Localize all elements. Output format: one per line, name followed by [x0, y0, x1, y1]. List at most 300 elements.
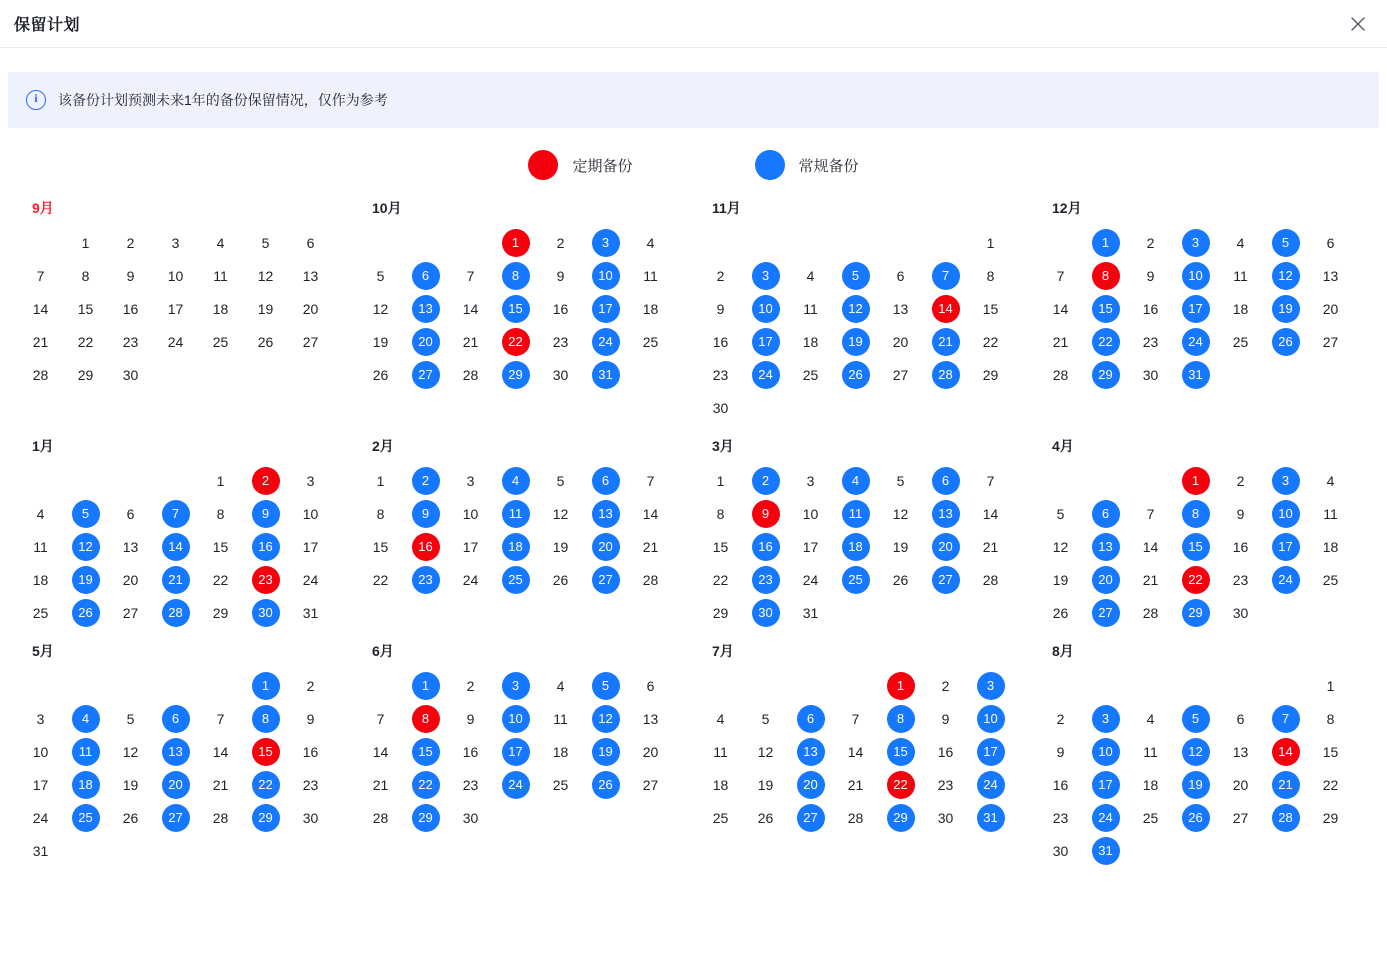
day-cell-normal[interactable]	[403, 259, 448, 292]
day-cell-plain[interactable]: 3	[806, 472, 815, 489]
day-cell-normal[interactable]	[743, 464, 788, 497]
day-cell-plain[interactable]: 10	[167, 267, 184, 284]
day-cell-plain[interactable]: 19	[122, 776, 139, 793]
day-cell-periodic[interactable]	[403, 530, 448, 563]
day-cell-plain[interactable]: 5	[1056, 505, 1065, 522]
day-cell-plain[interactable]: 4	[556, 677, 565, 694]
day-cell-plain[interactable]: 2	[1056, 710, 1065, 727]
day-cell-plain[interactable]: 13	[1232, 743, 1249, 760]
day-cell-plain[interactable]: 11	[33, 538, 48, 555]
day-cell-normal[interactable]	[493, 358, 538, 391]
day-cell-plain[interactable]: 12	[757, 743, 774, 760]
day-cell-normal[interactable]	[1173, 259, 1218, 292]
day-cell-plain[interactable]: 9	[1146, 267, 1155, 284]
day-cell-plain[interactable]: 25	[1142, 809, 1159, 826]
day-cell-plain[interactable]: 24	[462, 571, 479, 588]
day-cell-normal[interactable]	[968, 735, 1013, 768]
day-cell-plain[interactable]: 22	[212, 571, 229, 588]
day-cell-normal[interactable]	[1083, 226, 1128, 259]
day-cell-plain[interactable]: 18	[32, 571, 49, 588]
day-cell-plain[interactable]: 2	[466, 677, 475, 694]
day-cell-normal[interactable]	[153, 801, 198, 834]
day-cell-plain[interactable]: 14	[372, 743, 389, 760]
day-cell-plain[interactable]: 16	[712, 333, 729, 350]
day-cell-normal[interactable]	[743, 325, 788, 358]
day-cell-plain[interactable]: 21	[32, 333, 49, 350]
day-cell-normal[interactable]	[1083, 801, 1128, 834]
day-cell-normal[interactable]	[968, 801, 1013, 834]
day-cell-plain[interactable]: 7	[376, 710, 385, 727]
day-cell-plain[interactable]: 19	[552, 538, 569, 555]
day-cell-normal[interactable]	[243, 497, 288, 530]
day-cell-plain[interactable]: 21	[847, 776, 864, 793]
day-cell-plain[interactable]: 25	[212, 333, 229, 350]
day-cell-plain[interactable]: 17	[302, 538, 319, 555]
day-cell-normal[interactable]	[153, 596, 198, 629]
day-cell-normal[interactable]	[1173, 702, 1218, 735]
day-cell-normal[interactable]	[743, 292, 788, 325]
day-cell-plain[interactable]: 21	[372, 776, 389, 793]
day-cell-plain[interactable]: 9	[941, 710, 950, 727]
day-cell-normal[interactable]	[1173, 325, 1218, 358]
day-cell-plain[interactable]: 10	[32, 743, 49, 760]
day-cell-normal[interactable]	[63, 497, 108, 530]
day-cell-normal[interactable]	[1173, 768, 1218, 801]
day-cell-plain[interactable]: 26	[257, 333, 274, 350]
day-cell-plain[interactable]: 19	[757, 776, 774, 793]
day-cell-plain[interactable]: 4	[646, 234, 655, 251]
day-cell-normal[interactable]	[923, 358, 968, 391]
day-cell-plain[interactable]: 17	[462, 538, 479, 555]
day-cell-periodic[interactable]	[878, 669, 923, 702]
day-cell-plain[interactable]: 4	[36, 505, 45, 522]
day-cell-normal[interactable]	[63, 768, 108, 801]
day-cell-normal[interactable]	[878, 801, 923, 834]
day-cell-plain[interactable]: 9	[716, 300, 725, 317]
day-cell-normal[interactable]	[583, 226, 628, 259]
day-cell-normal[interactable]	[1263, 464, 1308, 497]
day-cell-normal[interactable]	[63, 801, 108, 834]
day-cell-plain[interactable]: 6	[306, 234, 315, 251]
day-cell-normal[interactable]	[878, 735, 923, 768]
day-cell-plain[interactable]: 28	[212, 809, 229, 826]
day-cell-plain[interactable]: 14	[212, 743, 229, 760]
day-cell-normal[interactable]	[1173, 292, 1218, 325]
day-cell-plain[interactable]: 2	[1236, 472, 1245, 489]
day-cell-normal[interactable]	[1083, 735, 1128, 768]
day-cell-periodic[interactable]	[923, 292, 968, 325]
day-cell-plain[interactable]: 16	[462, 743, 479, 760]
day-cell-plain[interactable]: 21	[462, 333, 479, 350]
day-cell-plain[interactable]: 24	[302, 571, 319, 588]
day-cell-normal[interactable]	[153, 735, 198, 768]
day-cell-plain[interactable]: 5	[761, 710, 770, 727]
day-cell-plain[interactable]: 12	[122, 743, 139, 760]
day-cell-normal[interactable]	[583, 702, 628, 735]
day-cell-plain[interactable]: 12	[1052, 538, 1069, 555]
day-cell-plain[interactable]: 16	[1142, 300, 1159, 317]
day-cell-plain[interactable]: 27	[1232, 809, 1249, 826]
day-cell-plain[interactable]: 11	[643, 267, 658, 284]
day-cell-plain[interactable]: 12	[552, 505, 569, 522]
day-cell-normal[interactable]	[743, 596, 788, 629]
day-cell-plain[interactable]: 26	[1052, 604, 1069, 621]
day-cell-plain[interactable]: 28	[32, 366, 49, 383]
day-cell-normal[interactable]	[583, 669, 628, 702]
day-cell-normal[interactable]	[403, 735, 448, 768]
day-cell-plain[interactable]: 21	[642, 538, 659, 555]
day-cell-normal[interactable]	[923, 259, 968, 292]
day-cell-normal[interactable]	[583, 735, 628, 768]
day-cell-plain[interactable]: 22	[982, 333, 999, 350]
day-cell-plain[interactable]: 1	[81, 234, 90, 251]
day-cell-normal[interactable]	[1263, 292, 1308, 325]
day-cell-plain[interactable]: 21	[1052, 333, 1069, 350]
day-cell-normal[interactable]	[493, 292, 538, 325]
day-cell-normal[interactable]	[583, 292, 628, 325]
day-cell-plain[interactable]: 17	[802, 538, 819, 555]
day-cell-plain[interactable]: 6	[646, 677, 655, 694]
day-cell-plain[interactable]: 7	[1056, 267, 1065, 284]
day-cell-normal[interactable]	[63, 563, 108, 596]
day-cell-normal[interactable]	[1263, 702, 1308, 735]
day-cell-normal[interactable]	[833, 464, 878, 497]
day-cell-plain[interactable]: 21	[212, 776, 229, 793]
day-cell-plain[interactable]: 11	[803, 300, 818, 317]
day-cell-plain[interactable]: 28	[1142, 604, 1159, 621]
day-cell-normal[interactable]	[1083, 702, 1128, 735]
day-cell-plain[interactable]: 30	[712, 399, 729, 416]
day-cell-plain[interactable]: 25	[642, 333, 659, 350]
day-cell-plain[interactable]: 8	[216, 505, 225, 522]
day-cell-normal[interactable]	[403, 292, 448, 325]
day-cell-plain[interactable]: 28	[462, 366, 479, 383]
day-cell-normal[interactable]	[1083, 530, 1128, 563]
day-cell-plain[interactable]: 28	[1052, 366, 1069, 383]
day-cell-plain[interactable]: 19	[372, 333, 389, 350]
day-cell-plain[interactable]: 14	[982, 505, 999, 522]
day-cell-plain[interactable]: 11	[1233, 267, 1248, 284]
day-cell-plain[interactable]: 14	[462, 300, 479, 317]
day-cell-plain[interactable]: 11	[1143, 743, 1158, 760]
day-cell-plain[interactable]: 16	[122, 300, 139, 317]
day-cell-plain[interactable]: 12	[257, 267, 274, 284]
day-cell-plain[interactable]: 15	[212, 538, 229, 555]
day-cell-plain[interactable]: 2	[126, 234, 135, 251]
day-cell-plain[interactable]: 29	[77, 366, 94, 383]
day-cell-normal[interactable]	[63, 530, 108, 563]
day-cell-periodic[interactable]	[243, 563, 288, 596]
day-cell-normal[interactable]	[1173, 530, 1218, 563]
day-cell-plain[interactable]: 16	[552, 300, 569, 317]
day-cell-normal[interactable]	[1173, 226, 1218, 259]
day-cell-plain[interactable]: 23	[937, 776, 954, 793]
day-cell-plain[interactable]: 13	[1322, 267, 1339, 284]
day-cell-plain[interactable]: 15	[77, 300, 94, 317]
day-cell-normal[interactable]	[243, 530, 288, 563]
day-cell-normal[interactable]	[1083, 768, 1128, 801]
day-cell-plain[interactable]: 2	[556, 234, 565, 251]
day-cell-normal[interactable]	[1083, 325, 1128, 358]
day-cell-plain[interactable]: 14	[32, 300, 49, 317]
day-cell-normal[interactable]	[743, 530, 788, 563]
day-cell-normal[interactable]	[833, 259, 878, 292]
day-cell-plain[interactable]: 27	[122, 604, 139, 621]
day-cell-plain[interactable]: 16	[302, 743, 319, 760]
day-cell-normal[interactable]	[1263, 325, 1308, 358]
day-cell-plain[interactable]: 18	[642, 300, 659, 317]
day-cell-plain[interactable]: 26	[757, 809, 774, 826]
day-cell-plain[interactable]: 19	[257, 300, 274, 317]
day-cell-normal[interactable]	[153, 768, 198, 801]
day-cell-plain[interactable]: 29	[982, 366, 999, 383]
day-cell-normal[interactable]	[403, 325, 448, 358]
day-cell-plain[interactable]: 7	[216, 710, 225, 727]
day-cell-plain[interactable]: 26	[552, 571, 569, 588]
day-cell-normal[interactable]	[1173, 497, 1218, 530]
day-cell-plain[interactable]: 15	[982, 300, 999, 317]
day-cell-plain[interactable]: 19	[892, 538, 909, 555]
day-cell-periodic[interactable]	[1173, 563, 1218, 596]
day-cell-plain[interactable]: 2	[716, 267, 725, 284]
day-cell-plain[interactable]: 25	[32, 604, 49, 621]
day-cell-plain[interactable]: 5	[261, 234, 270, 251]
day-cell-plain[interactable]: 4	[1236, 234, 1245, 251]
day-cell-normal[interactable]	[583, 325, 628, 358]
day-cell-periodic[interactable]	[493, 226, 538, 259]
day-cell-plain[interactable]: 1	[376, 472, 385, 489]
day-cell-plain[interactable]: 20	[892, 333, 909, 350]
day-cell-normal[interactable]	[788, 735, 833, 768]
day-cell-plain[interactable]: 19	[1052, 571, 1069, 588]
day-cell-normal[interactable]	[833, 325, 878, 358]
day-cell-normal[interactable]	[1083, 563, 1128, 596]
day-cell-plain[interactable]: 11	[213, 267, 228, 284]
day-cell-plain[interactable]: 14	[1052, 300, 1069, 317]
day-cell-plain[interactable]: 28	[642, 571, 659, 588]
day-cell-plain[interactable]: 27	[1322, 333, 1339, 350]
day-cell-plain[interactable]: 23	[552, 333, 569, 350]
day-cell-plain[interactable]: 31	[32, 842, 49, 859]
day-cell-normal[interactable]	[153, 563, 198, 596]
day-cell-plain[interactable]: 26	[372, 366, 389, 383]
day-cell-plain[interactable]: 31	[302, 604, 319, 621]
day-cell-plain[interactable]: 9	[306, 710, 315, 727]
day-cell-plain[interactable]: 9	[556, 267, 565, 284]
day-cell-normal[interactable]	[583, 497, 628, 530]
day-cell-plain[interactable]: 4	[716, 710, 725, 727]
day-cell-plain[interactable]: 5	[376, 267, 385, 284]
day-cell-plain[interactable]: 20	[302, 300, 319, 317]
day-cell-plain[interactable]: 22	[77, 333, 94, 350]
day-cell-plain[interactable]: 20	[1232, 776, 1249, 793]
day-cell-plain[interactable]: 9	[1236, 505, 1245, 522]
day-cell-normal[interactable]	[968, 702, 1013, 735]
day-cell-plain[interactable]: 7	[36, 267, 45, 284]
day-cell-normal[interactable]	[153, 530, 198, 563]
day-cell-plain[interactable]: 25	[712, 809, 729, 826]
day-cell-plain[interactable]: 10	[302, 505, 319, 522]
day-cell-normal[interactable]	[493, 735, 538, 768]
day-cell-plain[interactable]: 3	[36, 710, 45, 727]
day-cell-plain[interactable]: 27	[642, 776, 659, 793]
day-cell-normal[interactable]	[243, 669, 288, 702]
day-cell-normal[interactable]	[1263, 563, 1308, 596]
day-cell-normal[interactable]	[243, 801, 288, 834]
day-cell-plain[interactable]: 1	[716, 472, 725, 489]
day-cell-plain[interactable]: 11	[713, 743, 728, 760]
day-cell-plain[interactable]: 30	[462, 809, 479, 826]
day-cell-normal[interactable]	[788, 801, 833, 834]
day-cell-normal[interactable]	[583, 563, 628, 596]
day-cell-plain[interactable]: 4	[1326, 472, 1335, 489]
day-cell-normal[interactable]	[1263, 259, 1308, 292]
day-cell-normal[interactable]	[153, 702, 198, 735]
day-cell-plain[interactable]: 1	[1326, 677, 1335, 694]
day-cell-plain[interactable]: 15	[1322, 743, 1339, 760]
day-cell-plain[interactable]: 22	[1322, 776, 1339, 793]
day-cell-plain[interactable]: 28	[847, 809, 864, 826]
day-cell-plain[interactable]: 9	[466, 710, 475, 727]
day-cell-normal[interactable]	[968, 768, 1013, 801]
day-cell-plain[interactable]: 29	[1322, 809, 1339, 826]
day-cell-plain[interactable]: 27	[892, 366, 909, 383]
day-cell-plain[interactable]: 25	[802, 366, 819, 383]
day-cell-plain[interactable]: 23	[1142, 333, 1159, 350]
day-cell-normal[interactable]	[493, 464, 538, 497]
day-cell-plain[interactable]: 25	[1322, 571, 1339, 588]
day-cell-normal[interactable]	[63, 702, 108, 735]
day-cell-plain[interactable]: 1	[986, 234, 995, 251]
day-cell-plain[interactable]: 20	[122, 571, 139, 588]
day-cell-plain[interactable]: 18	[802, 333, 819, 350]
day-cell-normal[interactable]	[833, 497, 878, 530]
day-cell-normal[interactable]	[743, 259, 788, 292]
day-cell-normal[interactable]	[1263, 497, 1308, 530]
day-cell-normal[interactable]	[788, 702, 833, 735]
day-cell-plain[interactable]: 5	[556, 472, 565, 489]
day-cell-periodic[interactable]	[1083, 259, 1128, 292]
day-cell-plain[interactable]: 23	[122, 333, 139, 350]
day-cell-periodic[interactable]	[403, 702, 448, 735]
day-cell-periodic[interactable]	[243, 735, 288, 768]
day-cell-normal[interactable]	[583, 530, 628, 563]
day-cell-periodic[interactable]	[878, 768, 923, 801]
day-cell-normal[interactable]	[1263, 801, 1308, 834]
day-cell-plain[interactable]: 12	[892, 505, 909, 522]
day-cell-plain[interactable]: 14	[847, 743, 864, 760]
day-cell-plain[interactable]: 4	[216, 234, 225, 251]
day-cell-plain[interactable]: 3	[466, 472, 475, 489]
day-cell-plain[interactable]: 7	[1146, 505, 1155, 522]
day-cell-plain[interactable]: 26	[892, 571, 909, 588]
day-cell-plain[interactable]: 6	[1326, 234, 1335, 251]
day-cell-plain[interactable]: 29	[712, 604, 729, 621]
day-cell-normal[interactable]	[1083, 497, 1128, 530]
day-cell-normal[interactable]	[833, 563, 878, 596]
day-cell-periodic[interactable]	[243, 464, 288, 497]
day-cell-plain[interactable]: 20	[1322, 300, 1339, 317]
day-cell-plain[interactable]: 7	[851, 710, 860, 727]
day-cell-normal[interactable]	[493, 497, 538, 530]
day-cell-plain[interactable]: 28	[982, 571, 999, 588]
day-cell-plain[interactable]: 26	[122, 809, 139, 826]
day-cell-plain[interactable]: 30	[1232, 604, 1249, 621]
day-cell-normal[interactable]	[243, 702, 288, 735]
day-cell-plain[interactable]: 6	[126, 505, 135, 522]
day-cell-plain[interactable]: 4	[806, 267, 815, 284]
day-cell-normal[interactable]	[493, 768, 538, 801]
day-cell-plain[interactable]: 18	[712, 776, 729, 793]
day-cell-plain[interactable]: 10	[802, 505, 819, 522]
day-cell-plain[interactable]: 5	[896, 472, 905, 489]
day-cell-plain[interactable]: 23	[1052, 809, 1069, 826]
day-cell-normal[interactable]	[1263, 530, 1308, 563]
day-cell-normal[interactable]	[878, 702, 923, 735]
day-cell-plain[interactable]: 21	[1142, 571, 1159, 588]
day-cell-normal[interactable]	[968, 669, 1013, 702]
day-cell-plain[interactable]: 8	[986, 267, 995, 284]
day-cell-plain[interactable]: 23	[1232, 571, 1249, 588]
day-cell-plain[interactable]: 3	[171, 234, 180, 251]
day-cell-normal[interactable]	[583, 464, 628, 497]
day-cell-plain[interactable]: 10	[462, 505, 479, 522]
day-cell-plain[interactable]: 7	[646, 472, 655, 489]
day-cell-plain[interactable]: 3	[306, 472, 315, 489]
day-cell-plain[interactable]: 30	[937, 809, 954, 826]
day-cell-plain[interactable]: 18	[212, 300, 229, 317]
day-cell-normal[interactable]	[493, 669, 538, 702]
day-cell-normal[interactable]	[403, 669, 448, 702]
day-cell-normal[interactable]	[403, 563, 448, 596]
day-cell-normal[interactable]	[403, 801, 448, 834]
day-cell-plain[interactable]: 16	[937, 743, 954, 760]
day-cell-normal[interactable]	[833, 292, 878, 325]
day-cell-plain[interactable]: 14	[642, 505, 659, 522]
day-cell-plain[interactable]: 6	[1236, 710, 1245, 727]
day-cell-plain[interactable]: 18	[1322, 538, 1339, 555]
day-cell-plain[interactable]: 13	[122, 538, 139, 555]
day-cell-plain[interactable]: 23	[462, 776, 479, 793]
day-cell-plain[interactable]: 23	[712, 366, 729, 383]
day-cell-plain[interactable]: 11	[553, 710, 568, 727]
day-cell-plain[interactable]: 17	[32, 776, 49, 793]
day-cell-normal[interactable]	[923, 530, 968, 563]
day-cell-normal[interactable]	[1083, 596, 1128, 629]
day-cell-plain[interactable]: 18	[552, 743, 569, 760]
day-cell-normal[interactable]	[403, 497, 448, 530]
day-cell-plain[interactable]: 7	[466, 267, 475, 284]
day-cell-plain[interactable]: 8	[716, 505, 725, 522]
day-cell-normal[interactable]	[493, 702, 538, 735]
day-cell-plain[interactable]: 22	[372, 571, 389, 588]
day-cell-plain[interactable]: 8	[376, 505, 385, 522]
day-cell-plain[interactable]: 9	[126, 267, 135, 284]
day-cell-plain[interactable]: 30	[122, 366, 139, 383]
day-cell-plain[interactable]: 16	[1052, 776, 1069, 793]
day-cell-plain[interactable]: 17	[167, 300, 184, 317]
day-cell-normal[interactable]	[403, 768, 448, 801]
day-cell-plain[interactable]: 24	[167, 333, 184, 350]
day-cell-plain[interactable]: 13	[642, 710, 659, 727]
day-cell-normal[interactable]	[923, 325, 968, 358]
day-cell-plain[interactable]: 21	[982, 538, 999, 555]
day-cell-normal[interactable]	[1173, 358, 1218, 391]
day-cell-normal[interactable]	[583, 358, 628, 391]
day-cell-plain[interactable]: 29	[212, 604, 229, 621]
day-cell-plain[interactable]: 8	[1326, 710, 1335, 727]
day-cell-plain[interactable]: 9	[1056, 743, 1065, 760]
